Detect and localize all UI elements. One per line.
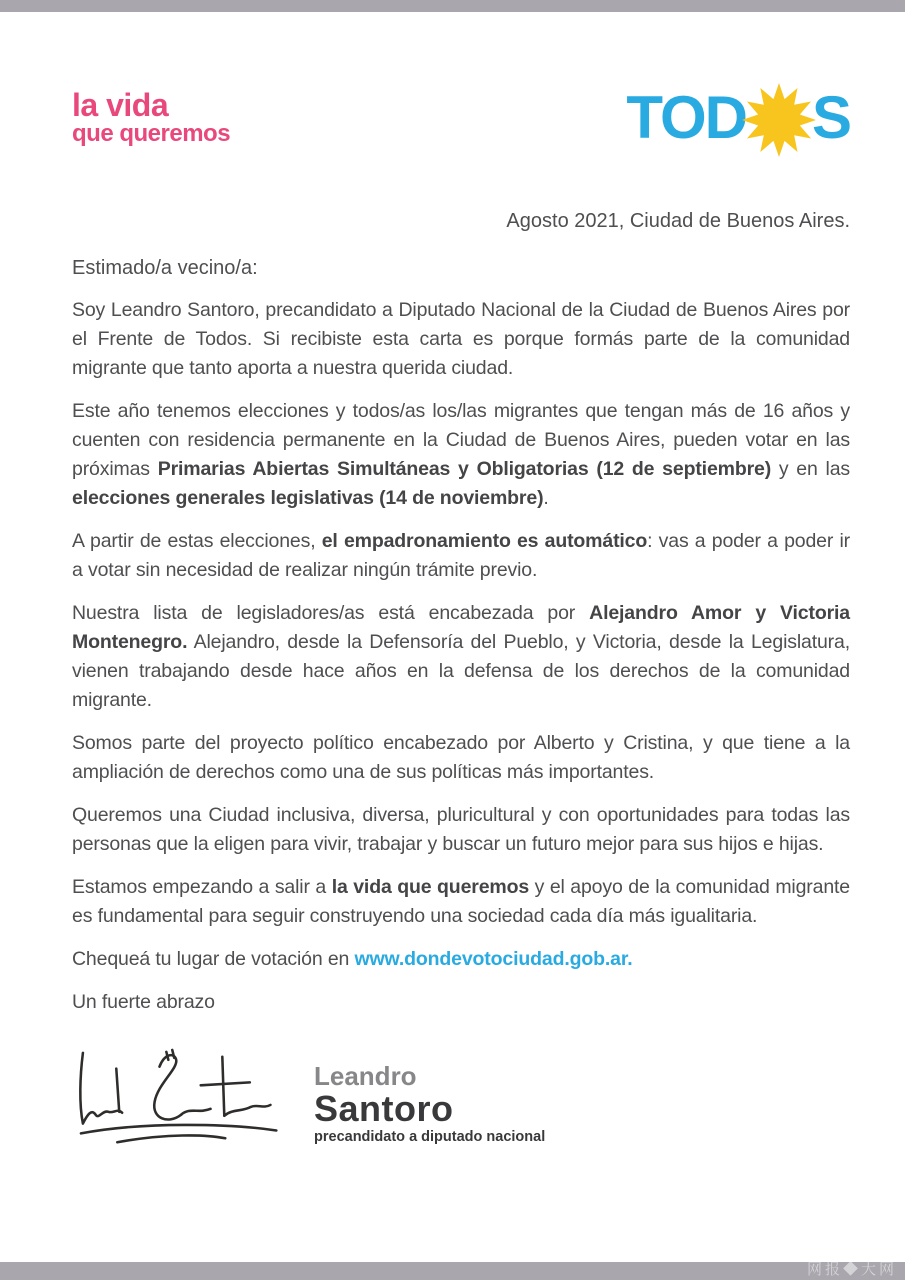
sun-icon	[741, 82, 817, 158]
letter-paragraph	[72, 296, 850, 383]
letter-paragraph	[72, 397, 850, 513]
body-text: Queremos una Ciudad inclusiva, diversa, pluricultural y con oportunidades para todas las personas que la eligen para vivir, trabajar y buscar un futuro mejor para sus hijos e hijas.	[72, 804, 850, 855]
letter-paragraph	[72, 729, 850, 787]
vote-location-link[interactable]: www.dondevotociudad.gob.ar.	[354, 948, 633, 970]
body-text: A partir de estas elecciones,	[72, 530, 322, 552]
letter-paragraph	[72, 527, 850, 585]
la-vida-logo	[72, 89, 230, 146]
emphasized-text: Primarias Abiertas Simultáneas y Obligatorias (12 de septiembre)	[157, 458, 772, 480]
body-text: y en las	[771, 458, 850, 480]
emphasized-text: Alejandro Amor y Victoria Montenegro.	[72, 602, 850, 653]
emphasized-text: elecciones generales legislativas (14 de noviembre)	[72, 487, 544, 509]
emphasized-text: el empadronamiento es automático	[321, 530, 648, 552]
la-vida-logo-line1: la vida	[72, 87, 169, 124]
todos-logo	[626, 80, 850, 156]
signature-handwriting-icon	[72, 1047, 300, 1155]
letter-body	[72, 296, 850, 974]
todos-logo-prefix: TOD	[626, 84, 746, 151]
letter-page	[0, 12, 905, 1262]
closing-line: Un fuerte abrazo	[72, 991, 215, 1013]
letter-paragraph	[72, 599, 850, 715]
body-text: Chequeá tu lugar de votación en	[72, 948, 355, 970]
body-text: Somos parte del proyecto político encabezado por Alberto y Cristina, y que tiene a la ampliación de derechos como una de sus políticas más importantes.	[72, 732, 850, 783]
photo-edge-bottom	[0, 1262, 905, 1280]
body-text: Estamos empezando a salir a	[72, 876, 332, 898]
signer-first-name: Leandro	[314, 1061, 417, 1091]
body-text: .	[543, 487, 549, 509]
body-text: Este año tenemos elecciones y todos/as los/las migrantes que tengan más de 16 años y cuenten con residencia permanente en la Ciudad de Buenos Aires, pueden votar en las próximas	[72, 400, 850, 480]
body-text: : vas a poder a poder ir a votar sin necesidad de realizar ningún trámite previo.	[72, 530, 850, 581]
watermark: 网报◆大网	[806, 1261, 897, 1278]
body-text: Soy Leandro Santoro, precandidato a Diputado Nacional de la Ciudad de Buenos Aires por el Frente de Todos. Si recibiste esta carta es porque formás parte de la comunidad migrante que tanto aporta a nuestra querida ciudad.	[72, 299, 850, 379]
signer-identity	[314, 1047, 545, 1145]
photo-edge-top	[0, 0, 905, 12]
body-text: Alejandro, desde la Defensoría del Pueblo, y Victoria, desde la Legislatura, vienen trabajando desde hace años en la defensa de los derechos de la comunidad migrante.	[72, 631, 850, 711]
letter-paragraph	[72, 945, 850, 974]
body-text: Nuestra lista de legisladores/as está encabezada por	[72, 602, 590, 624]
signer-last-name: Santoro	[314, 1088, 454, 1130]
signer-title: precandidato a diputado nacional	[314, 1129, 546, 1146]
greeting: Estimado/a vecino/a:	[72, 257, 258, 279]
la-vida-logo-line2: que queremos	[72, 120, 231, 148]
signature-block	[72, 1047, 850, 1155]
emphasized-text: la vida que queremos	[331, 876, 530, 898]
body-text: y el apoyo de la comunidad migrante es fundamental para seguir construyendo una sociedad cada día más igualitaria.	[72, 876, 850, 927]
letter-paragraph	[72, 873, 850, 931]
date-line: Agosto 2021, Ciudad de Buenos Aires.	[506, 210, 850, 232]
todos-logo-suffix: S	[811, 84, 850, 151]
letter-header	[72, 76, 850, 160]
letter-paragraph	[72, 801, 850, 859]
